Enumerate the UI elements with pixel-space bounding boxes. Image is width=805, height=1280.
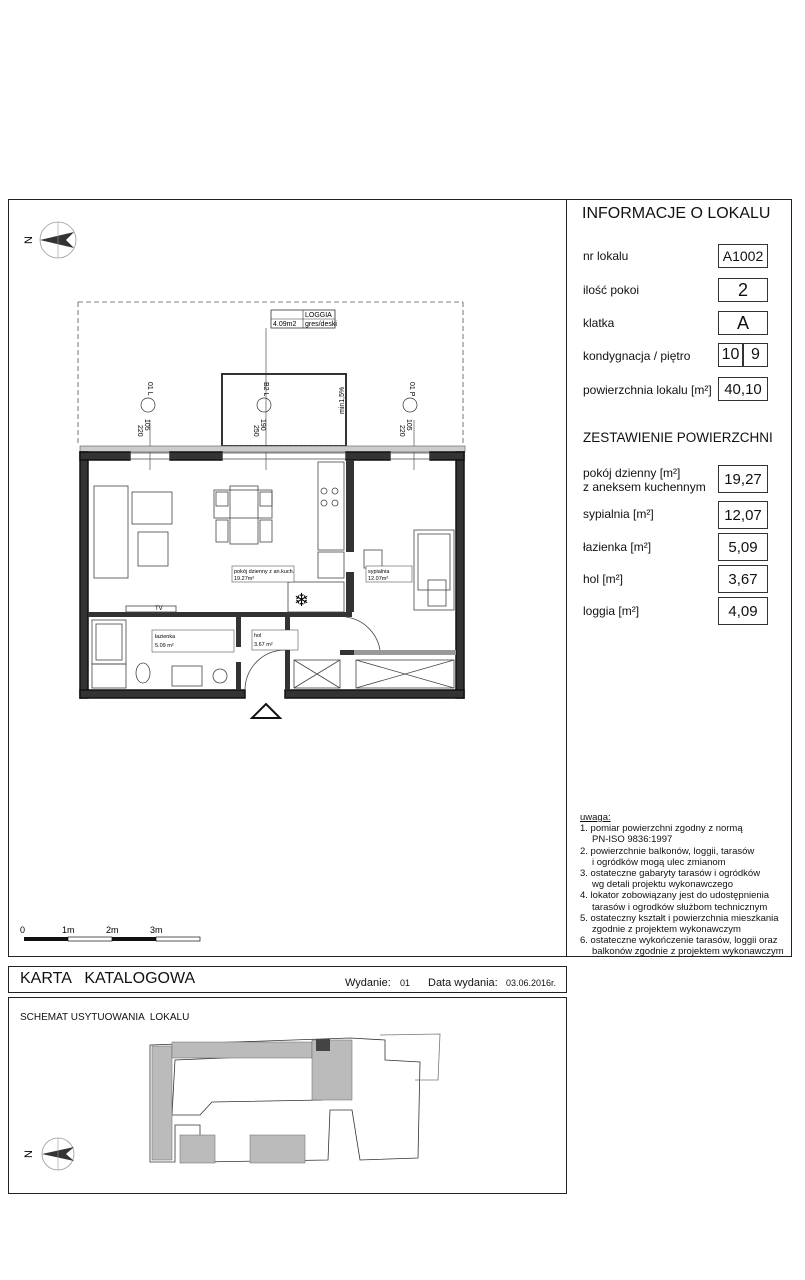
- fridge-icon: ❄: [294, 590, 310, 610]
- room-hall-area: 3.67 m²: [254, 642, 273, 648]
- loggia: [222, 374, 346, 446]
- window-3-w: 105: [405, 419, 412, 431]
- room-bathroom-area: 5.09 m²: [155, 643, 174, 649]
- note-line: wg detali projektu wykonawczego: [592, 879, 733, 891]
- summary-label-living-2: z aneksem kuchennym: [583, 480, 706, 494]
- scale-bar: [24, 937, 200, 941]
- edition-value: 01: [400, 978, 411, 988]
- edition-label: Wydanie:: [345, 977, 391, 989]
- entrance-arrow-icon: [252, 704, 280, 718]
- loggia-finish: gres/deski: [305, 321, 337, 328]
- summary-value-hall: 3,67: [718, 565, 768, 593]
- note-line: 3. ostateczne gabaryty tarasów i ogródków: [580, 868, 761, 880]
- date-label: Data wydania:: [428, 977, 498, 989]
- notes: [580, 812, 790, 958]
- compass-n-label: N: [23, 236, 35, 244]
- info-value-area: 40,10: [718, 377, 768, 401]
- scale-label-3: 3m: [150, 925, 163, 935]
- site-compass-n: N: [23, 1150, 35, 1158]
- summary-title: ZESTAWIENIE POWIERZCHNI: [583, 430, 773, 445]
- loggia-area: 4.09m2: [273, 321, 297, 328]
- note-line: 4. lokator zobowiązany jest do udostępnienia: [580, 890, 770, 902]
- room-hall-name: hol: [254, 633, 262, 639]
- info-label-rooms: ilość pokoi: [583, 283, 640, 297]
- info-value-rooms: 2: [718, 278, 768, 302]
- slope-label: min1,5%: [339, 386, 346, 414]
- summary-value-living: 19,27: [718, 465, 768, 493]
- summary-value-loggia: 4,09: [718, 597, 768, 625]
- window-3-code: 01 P: [408, 382, 415, 397]
- note-line: 5. ostateczny kształt i powierzchnia mieszkania: [580, 912, 779, 924]
- compass-icon: [40, 222, 76, 258]
- scale-label-2: 2m: [106, 925, 119, 935]
- info-label-area: powierzchnia lokalu [m²]: [583, 383, 712, 397]
- info-value-stair: A: [718, 311, 768, 335]
- room-bedroom-name: sypialnia: [368, 569, 390, 575]
- window-2-w: 190: [259, 419, 266, 431]
- date-value: 03.06.2016r.: [506, 978, 557, 988]
- site-plan: [0, 990, 567, 1190]
- info-label-floor: kondygnacja / piętro: [583, 349, 691, 363]
- summary-label-living: pokój dzienny [m²]: [583, 466, 681, 480]
- catalog-title: KARTA KATALOGOWA: [20, 970, 196, 987]
- info-value-level: 10: [718, 343, 743, 367]
- site-compass-icon: [42, 1138, 74, 1170]
- window-2-code: B2 L: [262, 382, 269, 397]
- note-line: balkonów zgodnie z projektem wykonawczym: [592, 946, 784, 958]
- info-label-nr: nr lokalu: [583, 249, 629, 263]
- window-1-code: 01 L: [146, 382, 153, 396]
- info-value-floor: 9: [743, 343, 768, 367]
- window-1-h: 220: [136, 425, 143, 437]
- summary-value-bedroom: 12,07: [718, 501, 768, 529]
- info-value-nr: A1002: [718, 244, 768, 268]
- note-line: PN-ISO 9836:1997: [592, 834, 673, 846]
- loggia-label: LOGGIA: [305, 312, 332, 319]
- note-line: 1. pomiar powierzchni zgodny z normą: [580, 823, 743, 835]
- note-line: 2. powierzchnie balkonów, loggii, tarasów: [580, 845, 755, 857]
- site-plan-title: SCHEMAT USYTUOWANIA LOKALU: [20, 1012, 190, 1023]
- note-line: 6. ostateczne wykończenie tarasów, loggii oraz: [580, 935, 778, 947]
- tv-label: TV: [155, 606, 163, 612]
- room-living-area: 19.27m²: [234, 576, 255, 582]
- note-line: tarasów i ogrodków służbom technicznym: [592, 901, 768, 913]
- room-bathroom-name: łazienka: [155, 634, 176, 640]
- summary-label-bedroom: sypialnia [m²]: [583, 507, 654, 521]
- window-3-h: 220: [398, 425, 405, 437]
- info-label-stair: klatka: [583, 316, 615, 330]
- note-line: i ogródków mogą ulec zmianom: [592, 856, 726, 868]
- summary-label-loggia: loggia [m²]: [583, 604, 640, 618]
- summary-label-bathroom: łazienka [m²]: [583, 540, 652, 554]
- note-line: zgodnie z projektem wykonawczym: [592, 924, 741, 936]
- scale-label-1: 1m: [62, 925, 75, 935]
- info-title: INFORMACJE O LOKALU: [582, 205, 771, 222]
- summary-label-hall: hol [m²]: [583, 572, 624, 586]
- room-living-name: pokój dzienny z an.kuch.: [234, 569, 295, 575]
- unit-location-marker: [316, 1039, 330, 1051]
- window-2-h: 250: [252, 425, 259, 437]
- facade-strip: [80, 446, 465, 452]
- summary-value-bathroom: 5,09: [718, 533, 768, 561]
- window-marker-2: [257, 398, 271, 412]
- scale-label-0: 0: [20, 925, 26, 935]
- room-bedroom-area: 12.07m²: [368, 576, 389, 582]
- window-1-w: 105: [143, 419, 150, 431]
- notes-heading: uwaga:: [580, 812, 611, 823]
